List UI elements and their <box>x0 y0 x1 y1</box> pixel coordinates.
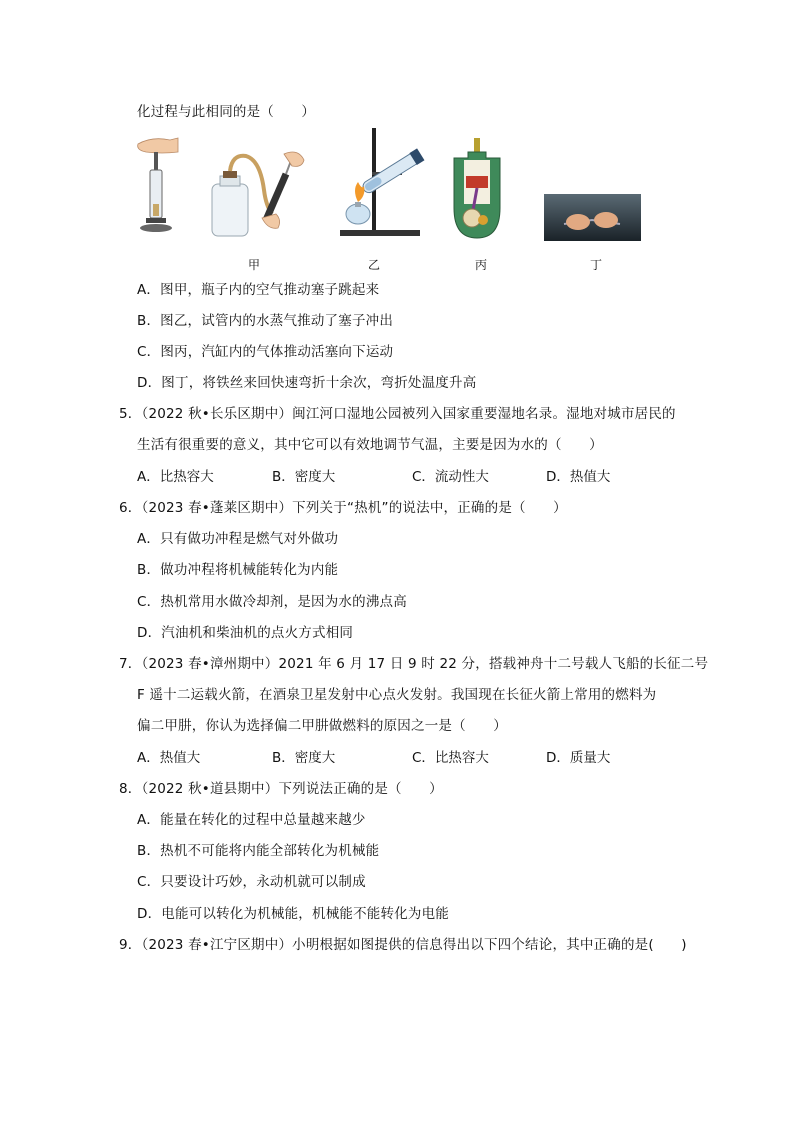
q4-option-c: C．图丙，汽缸内的气体推动活塞向下运动 <box>137 344 394 360</box>
q8-option-d: D．电能可以转化为机械能，机械能不能转化为电能 <box>137 906 449 922</box>
figure-label-bing: 丙 <box>475 258 488 272</box>
q6-option-b: B．做功冲程将机械能转化为内能 <box>137 562 339 578</box>
figure-label-jia: 甲 <box>248 258 261 272</box>
q5-option-b: B．密度大 <box>272 469 336 485</box>
q9-stem: 9．（2023 春•江宁区期中）小明根据如图提供的信息得出以下四个结论，其中正确的是( ) <box>119 937 687 953</box>
q6-option-a: A．只有做功冲程是燃气对外做功 <box>137 531 339 547</box>
test-tube-heating-figure <box>336 126 428 238</box>
q7-stem-line2: F 遥十二运载火箭，在酒泉卫星发射中心点火发射。我国现在长征火箭上常用的燃料为 <box>137 687 657 703</box>
q7-stem-line3: 偏二甲肼，你认为选择偏二甲肼做燃料的原因之一是（ ） <box>137 718 507 734</box>
q6-option-c: C．热机常用水做冷却剂，是因为水的沸点高 <box>137 594 407 610</box>
q8-option-c: C．只要设计巧妙，永动机就可以制成 <box>137 874 366 890</box>
q4-option-d: D．图丁，将铁丝来回快速弯折十余次，弯折处温度升高 <box>137 375 477 391</box>
bottle-pump-figure <box>206 144 310 240</box>
figure-label-yi: 乙 <box>368 258 381 272</box>
q6-stem: 6．（2023 春•蓬莱区期中）下列关于“热机”的说法中，正确的是（ ） <box>119 500 567 516</box>
q8-option-b: B．热机不可能将内能全部转化为机械能 <box>137 843 380 859</box>
q5-stem-line2: 生活有很重要的意义，其中它可以有效地调节气温，主要是因为水的（ ） <box>137 437 603 453</box>
q5-option-c: C．流动性大 <box>412 469 489 485</box>
q5-option-a: A．比热容大 <box>137 469 214 485</box>
q5-option-d: D．热值大 <box>546 469 611 485</box>
q7-option-b: B．密度大 <box>272 750 336 766</box>
fire-syringe-figure <box>132 130 184 240</box>
q8-option-a: A．能量在转化的过程中总量越来越少 <box>137 812 366 828</box>
figure-label-ding: 丁 <box>590 258 603 272</box>
bending-wire-figure <box>544 194 641 241</box>
q7-stem-line1: 7．（2023 春•漳州期中）2021 年 6 月 17 日 9 时 22 分，搭载神舟十二号载人飞船的长征二号 <box>119 656 709 672</box>
q7-option-a: A．热值大 <box>137 750 201 766</box>
q8-stem: 8．（2022 秋•道县期中）下列说法正确的是（ ） <box>119 781 443 797</box>
q5-stem-line1: 5．（2022 秋•长乐区期中）闽江河口湿地公园被列入国家重要湿地名录。湿地对城市居民的 <box>119 406 676 422</box>
q7-option-d: D．质量大 <box>546 750 611 766</box>
q4-option-b: B．图乙，试管内的水蒸气推动了塞子冲出 <box>137 313 394 329</box>
q4-option-a: A．图甲，瓶子内的空气推动塞子跳起来 <box>137 282 380 298</box>
engine-cylinder-figure <box>450 138 504 242</box>
q4-stem-tail: 化过程与此相同的是（ ） <box>137 104 316 120</box>
q6-option-d: D．汽油机和柴油机的点火方式相同 <box>137 625 354 641</box>
q7-option-c: C．比热容大 <box>412 750 489 766</box>
